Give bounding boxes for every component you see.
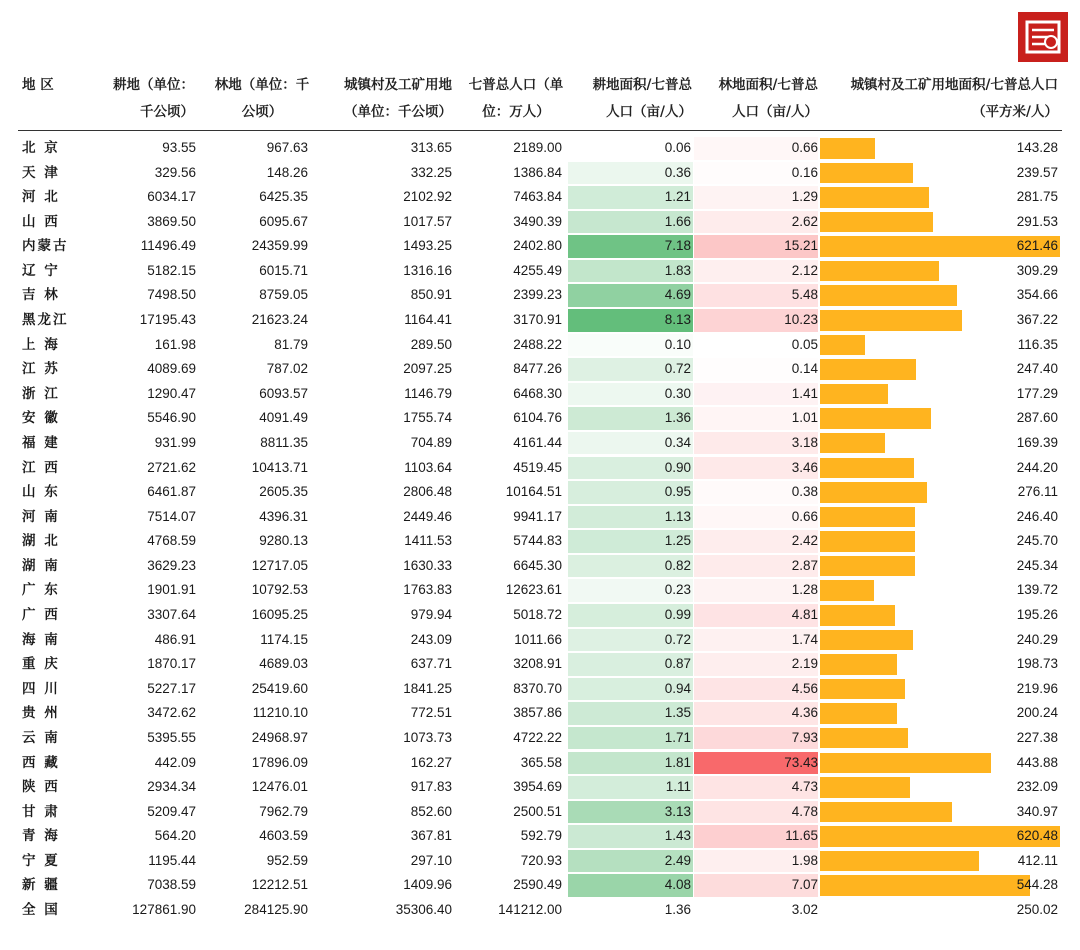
cell-forest-pc: 2.42 <box>791 533 818 549</box>
table-row <box>18 578 1062 603</box>
cell-urban: 1103.64 <box>404 459 452 475</box>
cell-arable-pc: 0.10 <box>664 336 691 352</box>
cell-arable: 5395.55 <box>147 729 196 745</box>
cell-forest-pc: 4.56 <box>791 680 818 696</box>
cell-urban-pc: 177.29 <box>1016 385 1058 401</box>
cell-pop: 3208.91 <box>513 656 562 672</box>
table-row <box>18 873 1062 898</box>
header-forest-pc: 林地面积/七普总 人口（亩/人） <box>718 77 818 120</box>
cell-pop: 4255.49 <box>513 262 562 278</box>
cell-urban: 367.81 <box>410 828 452 844</box>
cell-urban-pc: 340.97 <box>1016 803 1058 819</box>
cell-pop: 2590.49 <box>513 877 562 893</box>
cell-arable-pc: 0.90 <box>664 459 691 475</box>
cell-forest: 8759.05 <box>259 287 308 303</box>
cell-arable-pc: 0.94 <box>664 680 691 696</box>
cell-forest-pc: 1.41 <box>791 385 818 401</box>
cell-pop: 8477.26 <box>513 361 562 377</box>
region-name: 河 南 <box>22 508 60 525</box>
cell-arable: 2721.62 <box>147 459 196 475</box>
cell-arable: 931.99 <box>154 434 196 450</box>
cell-arable-pc: 1.66 <box>664 213 691 229</box>
cell-arable: 7038.59 <box>147 877 196 893</box>
cell-arable-pc: 1.35 <box>664 705 691 721</box>
region-name: 安 徽 <box>22 410 60 427</box>
cell-arable-pc: 1.11 <box>665 779 691 795</box>
cell-urban: 772.51 <box>410 705 452 721</box>
cell-forest: 25419.60 <box>251 680 308 696</box>
cell-forest-pc: 0.66 <box>791 140 818 155</box>
cell-arable-pc: 7.18 <box>664 238 691 254</box>
cell-urban: 1146.79 <box>404 385 452 401</box>
region-name: 青 海 <box>22 828 60 845</box>
cell-urban: 332.25 <box>410 164 452 180</box>
region-name: 山 东 <box>22 484 60 501</box>
table-row <box>18 333 1062 358</box>
table-row <box>18 308 1062 333</box>
cell-urban-pc: 309.29 <box>1016 262 1058 278</box>
region-name: 湖 北 <box>22 533 60 550</box>
cell-urban-pc: 276.11 <box>1017 484 1058 500</box>
table-row <box>18 554 1062 579</box>
cell-arable-pc: 1.36 <box>664 410 691 426</box>
cell-urban-pc: 354.66 <box>1016 287 1058 303</box>
cell-arable: 329.56 <box>154 164 196 180</box>
cell-forest-pc: 0.05 <box>791 336 818 352</box>
cell-forest: 4689.03 <box>259 656 308 672</box>
region-name: 福 建 <box>22 434 60 451</box>
cell-pop: 4722.22 <box>513 729 562 745</box>
table-row <box>18 505 1062 530</box>
table-row <box>18 406 1062 431</box>
cell-urban: 704.89 <box>410 434 452 450</box>
cell-forest: 787.02 <box>266 361 308 377</box>
cell-pop: 6104.76 <box>513 410 562 426</box>
cell-pop: 12623.61 <box>505 582 562 598</box>
cell-forest: 16095.25 <box>251 607 308 623</box>
cell-pop: 4161.44 <box>513 434 562 450</box>
cell-arable-pc: 1.71 <box>664 729 691 745</box>
cell-urban-pc: 240.29 <box>1016 631 1058 647</box>
cell-urban-pc: 245.70 <box>1016 533 1058 549</box>
region-name: 四 川 <box>22 680 60 697</box>
header-urban: 城镇村及工矿用地 （单位：千公顷） <box>344 77 452 120</box>
cell-urban: 1493.25 <box>403 238 452 254</box>
cell-arable: 11496.49 <box>140 238 196 254</box>
cell-pop: 8370.70 <box>513 680 562 696</box>
region-name: 浙 江 <box>22 385 60 402</box>
cell-forest: 6425.35 <box>259 189 308 205</box>
region-name: 吉 林 <box>22 287 60 304</box>
cell-urban: 979.94 <box>410 607 452 623</box>
cell-arable-pc: 0.34 <box>664 434 691 450</box>
cell-urban-pc: 544.28 <box>1016 877 1058 893</box>
cell-forest: 12717.05 <box>251 557 308 573</box>
cell-urban-pc: 143.28 <box>1016 140 1058 155</box>
table-row <box>18 480 1062 505</box>
region-name: 海 南 <box>22 631 60 648</box>
table-row <box>18 726 1062 751</box>
cell-urban: 2449.46 <box>403 508 452 524</box>
table-row <box>18 431 1062 456</box>
cell-urban: 2102.92 <box>403 189 452 205</box>
cell-arable: 564.20 <box>154 828 196 844</box>
cell-arable: 3629.23 <box>147 557 196 573</box>
cell-arable: 486.91 <box>154 631 196 647</box>
cell-arable: 93.55 <box>162 140 196 155</box>
cell-arable-pc: 0.82 <box>664 557 691 573</box>
cell-forest-pc: 2.87 <box>791 557 818 573</box>
region-name: 江 苏 <box>22 361 60 378</box>
cell-forest-pc: 4.81 <box>791 607 818 623</box>
table-row <box>18 234 1062 259</box>
cell-urban: 1409.96 <box>403 877 452 893</box>
cell-arable-pc: 1.81 <box>664 754 691 770</box>
table-row <box>18 357 1062 382</box>
cell-forest: 12212.51 <box>251 877 308 893</box>
cell-forest-pc: 1.74 <box>791 631 818 647</box>
cell-arable: 1901.91 <box>147 582 196 598</box>
cell-urban: 2806.48 <box>403 484 452 500</box>
cell-arable: 3869.50 <box>147 213 196 229</box>
header-divider <box>18 130 1062 131</box>
cell-forest-pc: 1.01 <box>791 410 818 426</box>
cell-forest-pc: 1.98 <box>791 852 818 868</box>
region-name: 广 东 <box>22 582 60 599</box>
cell-arable: 1870.17 <box>147 656 196 672</box>
region-name: 内蒙古 <box>22 238 69 255</box>
cell-pop: 141212.00 <box>498 901 562 917</box>
cell-arable: 5546.90 <box>147 410 196 426</box>
cell-arable-pc: 4.69 <box>664 287 691 303</box>
region-name: 西 藏 <box>22 754 60 771</box>
cell-urban: 1755.74 <box>403 410 452 426</box>
cell-forest: 967.63 <box>266 140 308 155</box>
cell-forest: 24359.99 <box>251 238 308 254</box>
region-name: 陕 西 <box>22 779 60 796</box>
total-row <box>18 898 1062 923</box>
cell-arable-pc: 0.72 <box>664 361 691 377</box>
cell-pop: 3954.69 <box>513 779 562 795</box>
cell-urban-pc: 244.20 <box>1016 459 1058 475</box>
cell-forest-pc: 1.28 <box>791 582 818 598</box>
cell-urban-pc: 227.38 <box>1016 729 1058 745</box>
cell-forest-pc: 3.46 <box>791 459 818 475</box>
cell-forest-pc: 73.43 <box>784 754 818 770</box>
region-name: 新 疆 <box>22 877 60 894</box>
region-name: 全 国 <box>22 901 60 918</box>
table-row <box>18 701 1062 726</box>
cell-forest: 1174.15 <box>260 631 308 647</box>
table-row <box>18 677 1062 702</box>
cell-urban-pc: 198.73 <box>1016 656 1058 672</box>
cell-arable-pc: 1.83 <box>664 262 691 278</box>
cell-forest-pc: 1.29 <box>791 189 818 205</box>
table-row <box>18 161 1062 186</box>
cell-arable: 17195.43 <box>139 312 196 328</box>
cell-urban-pc: 195.26 <box>1016 607 1058 623</box>
region-name: 重 庆 <box>22 656 60 673</box>
cell-pop: 1386.84 <box>513 164 562 180</box>
cell-pop: 3490.39 <box>513 213 562 229</box>
cell-arable-pc: 1.21 <box>664 189 691 205</box>
table-row <box>18 628 1062 653</box>
cell-forest: 7962.79 <box>259 803 308 819</box>
table-row <box>18 849 1062 874</box>
cell-pop: 4519.45 <box>513 459 562 475</box>
cell-urban-pc: 620.48 <box>1016 828 1058 844</box>
cell-forest-pc: 5.48 <box>791 287 818 303</box>
cell-pop: 10164.51 <box>505 484 562 500</box>
cell-forest-pc: 3.02 <box>791 901 818 917</box>
cell-forest-pc: 0.16 <box>791 164 818 180</box>
cell-urban-pc: 247.40 <box>1016 361 1058 377</box>
cell-forest-pc: 2.12 <box>791 262 818 278</box>
cell-forest: 4091.49 <box>259 410 308 426</box>
cell-urban-pc: 169.39 <box>1016 434 1058 450</box>
table-row <box>18 751 1062 776</box>
cell-pop: 6468.30 <box>513 385 562 401</box>
cell-urban: 852.60 <box>410 803 452 819</box>
header-arable-pc: 耕地面积/七普总 人口（亩/人） <box>592 77 692 120</box>
region-name: 贵 州 <box>22 705 60 722</box>
region-name: 江 西 <box>22 459 60 476</box>
cell-urban: 917.83 <box>410 779 452 795</box>
cell-arable: 6034.17 <box>147 189 196 205</box>
cell-pop: 720.93 <box>520 852 562 868</box>
cell-arable-pc: 8.13 <box>664 312 691 328</box>
cell-arable: 5227.17 <box>147 680 196 696</box>
cell-urban-pc: 239.57 <box>1016 164 1058 180</box>
region-name: 宁 夏 <box>22 852 60 869</box>
table-row <box>18 800 1062 825</box>
cell-arable-pc: 3.13 <box>664 803 691 819</box>
cell-forest-pc: 0.66 <box>791 508 818 524</box>
cell-forest-pc: 2.62 <box>791 213 818 229</box>
cell-arable-pc: 1.25 <box>664 533 691 549</box>
brand-logo <box>1018 12 1068 62</box>
cell-arable-pc: 0.87 <box>664 656 691 672</box>
cell-urban: 297.10 <box>410 852 452 868</box>
cell-pop: 2189.00 <box>513 140 562 155</box>
table-row <box>18 529 1062 554</box>
cell-forest: 2605.35 <box>259 484 308 500</box>
cell-pop: 2399.23 <box>513 287 562 303</box>
cell-urban-pc: 219.96 <box>1016 680 1058 696</box>
cell-forest: 24968.97 <box>251 729 308 745</box>
cell-pop: 2488.22 <box>513 336 562 352</box>
cell-pop: 9941.17 <box>513 508 562 524</box>
cell-arable-pc: 0.06 <box>664 140 691 155</box>
cell-urban-pc: 116.35 <box>1017 336 1058 352</box>
cell-arable: 1195.44 <box>148 852 196 868</box>
table-row <box>18 136 1062 161</box>
cell-arable-pc: 1.36 <box>664 901 691 917</box>
cell-arable-pc: 1.43 <box>664 828 691 844</box>
cell-pop: 5744.83 <box>513 533 562 549</box>
table-row <box>18 456 1062 481</box>
cell-forest: 17896.09 <box>251 754 308 770</box>
cell-urban: 1316.16 <box>403 262 452 278</box>
table-row <box>18 652 1062 677</box>
region-name: 黑龙江 <box>22 312 69 329</box>
cell-forest-pc: 4.73 <box>791 779 818 795</box>
cell-forest: 9280.13 <box>259 533 308 549</box>
cell-pop: 5018.72 <box>513 607 562 623</box>
cell-urban-pc: 246.40 <box>1016 508 1058 524</box>
cell-arable: 4089.69 <box>147 361 196 377</box>
region-name: 天 津 <box>22 164 60 181</box>
cell-urban: 1017.57 <box>403 213 452 229</box>
cell-forest: 148.26 <box>266 164 308 180</box>
cell-urban-pc: 291.53 <box>1016 213 1058 229</box>
cell-forest-pc: 11.65 <box>785 828 818 844</box>
cell-arable: 5182.15 <box>147 262 196 278</box>
cell-arable-pc: 0.72 <box>664 631 691 647</box>
cell-forest-pc: 7.93 <box>791 729 818 745</box>
region-name: 辽 宁 <box>22 262 60 279</box>
cell-forest-pc: 15.21 <box>784 238 818 254</box>
cell-pop: 592.79 <box>520 828 562 844</box>
cell-urban-pc: 232.09 <box>1016 779 1058 795</box>
region-name: 上 海 <box>22 336 60 353</box>
cell-pop: 2500.51 <box>513 803 562 819</box>
region-name: 河 北 <box>22 189 60 206</box>
cell-forest: 11210.10 <box>252 705 308 721</box>
header-region: 地 区 <box>22 77 54 93</box>
cell-forest-pc: 3.18 <box>791 434 818 450</box>
cell-pop: 2402.80 <box>513 238 562 254</box>
cell-urban: 35306.40 <box>395 901 452 917</box>
cell-urban-pc: 200.24 <box>1016 705 1058 721</box>
cell-arable: 3307.64 <box>147 607 196 623</box>
cell-arable-pc: 0.99 <box>664 607 691 623</box>
cell-urban: 1763.83 <box>403 582 452 598</box>
cell-forest-pc: 4.36 <box>791 705 818 721</box>
cell-arable-pc: 2.49 <box>664 852 691 868</box>
cell-arable: 7498.50 <box>147 287 196 303</box>
cell-arable-pc: 0.30 <box>664 385 691 401</box>
region-name: 湖 南 <box>22 557 60 574</box>
cell-urban-pc: 281.75 <box>1016 189 1058 205</box>
header-urban-pc: 城镇村及工矿用地面积/七普总人口 （平方米/人） <box>850 77 1058 120</box>
region-name: 北 京 <box>22 140 60 156</box>
cell-arable: 442.09 <box>154 754 196 770</box>
cell-forest: 81.79 <box>274 336 308 352</box>
table-row <box>18 775 1062 800</box>
cell-arable: 5209.47 <box>147 803 196 819</box>
cell-urban: 1630.33 <box>403 557 452 573</box>
cell-forest: 10792.53 <box>251 582 308 598</box>
cell-forest-pc: 0.38 <box>791 484 818 500</box>
cell-arable: 127861.90 <box>132 901 196 917</box>
cell-urban-pc: 621.46 <box>1016 238 1058 254</box>
cell-urban-pc: 367.22 <box>1016 312 1058 328</box>
cell-forest: 6095.67 <box>259 213 308 229</box>
cell-urban: 850.91 <box>410 287 452 303</box>
cell-urban: 637.71 <box>410 656 452 672</box>
cell-urban: 2097.25 <box>403 361 452 377</box>
cell-urban: 1073.73 <box>403 729 452 745</box>
cell-forest: 10413.71 <box>251 459 308 475</box>
cell-forest-pc: 0.14 <box>791 361 818 377</box>
cell-forest: 8811.35 <box>260 434 308 450</box>
cell-urban: 1411.53 <box>404 533 452 549</box>
cell-arable-pc: 0.95 <box>664 484 691 500</box>
cell-forest: 21623.24 <box>251 312 308 328</box>
cell-urban-pc: 287.60 <box>1016 410 1058 426</box>
table-row <box>18 824 1062 849</box>
table-row <box>18 603 1062 628</box>
cell-forest: 6015.71 <box>259 262 308 278</box>
cell-forest: 4603.59 <box>259 828 308 844</box>
cell-arable: 161.98 <box>154 336 196 352</box>
cell-forest: 952.59 <box>266 852 308 868</box>
cell-pop: 7463.84 <box>513 189 562 205</box>
cell-arable: 6461.87 <box>147 484 196 500</box>
table-row <box>18 185 1062 210</box>
cell-urban-pc: 245.34 <box>1016 557 1058 573</box>
region-name: 广 西 <box>22 607 60 624</box>
cell-forest-pc: 10.23 <box>784 312 818 328</box>
cell-arable: 7514.07 <box>147 508 196 524</box>
header-forest: 林地（单位：千 公顷） <box>214 77 310 120</box>
region-name: 云 南 <box>22 729 60 746</box>
cell-urban-pc: 250.02 <box>1016 901 1058 917</box>
cell-urban: 1164.41 <box>404 312 452 328</box>
cell-urban: 1841.25 <box>403 680 452 696</box>
table-row <box>18 283 1062 308</box>
cell-arable-pc: 4.08 <box>664 877 691 893</box>
cell-urban-pc: 412.11 <box>1017 852 1058 868</box>
cell-forest: 284125.90 <box>244 901 308 917</box>
cell-pop: 3857.86 <box>513 705 562 721</box>
cell-urban: 289.50 <box>410 336 452 352</box>
cell-arable-pc: 1.13 <box>664 508 691 524</box>
cell-pop: 1011.66 <box>514 631 562 647</box>
cell-pop: 3170.91 <box>513 312 562 328</box>
cell-pop: 6645.30 <box>513 557 562 573</box>
cell-urban-pc: 443.88 <box>1016 754 1058 770</box>
header-pop: 七普总人口（单 位：万人） <box>468 77 564 120</box>
region-name: 甘 肃 <box>22 803 60 820</box>
region-name: 山 西 <box>22 213 60 230</box>
cell-forest: 12476.01 <box>251 779 308 795</box>
cell-arable-pc: 0.36 <box>664 164 691 180</box>
cell-arable: 2934.34 <box>147 779 196 795</box>
table-row <box>18 259 1062 284</box>
cell-arable: 1290.47 <box>147 385 196 401</box>
header-arable: 耕地（单位： 千公顷） <box>113 77 194 120</box>
cell-forest: 6093.57 <box>259 385 308 401</box>
cell-urban: 162.27 <box>410 754 452 770</box>
cell-urban: 243.09 <box>410 631 452 647</box>
cell-pop: 365.58 <box>520 754 562 770</box>
table-row <box>18 210 1062 235</box>
cell-forest-pc: 2.19 <box>791 656 818 672</box>
cell-arable-pc: 0.23 <box>664 582 691 598</box>
cell-urban: 313.65 <box>410 140 452 155</box>
table-row <box>18 382 1062 407</box>
cell-forest-pc: 7.07 <box>791 877 818 893</box>
cell-forest: 4396.31 <box>259 508 308 524</box>
cell-urban-pc: 139.72 <box>1016 582 1058 598</box>
cell-forest-pc: 4.78 <box>791 803 818 819</box>
cell-arable: 3472.62 <box>147 705 196 721</box>
cell-arable: 4768.59 <box>147 533 196 549</box>
